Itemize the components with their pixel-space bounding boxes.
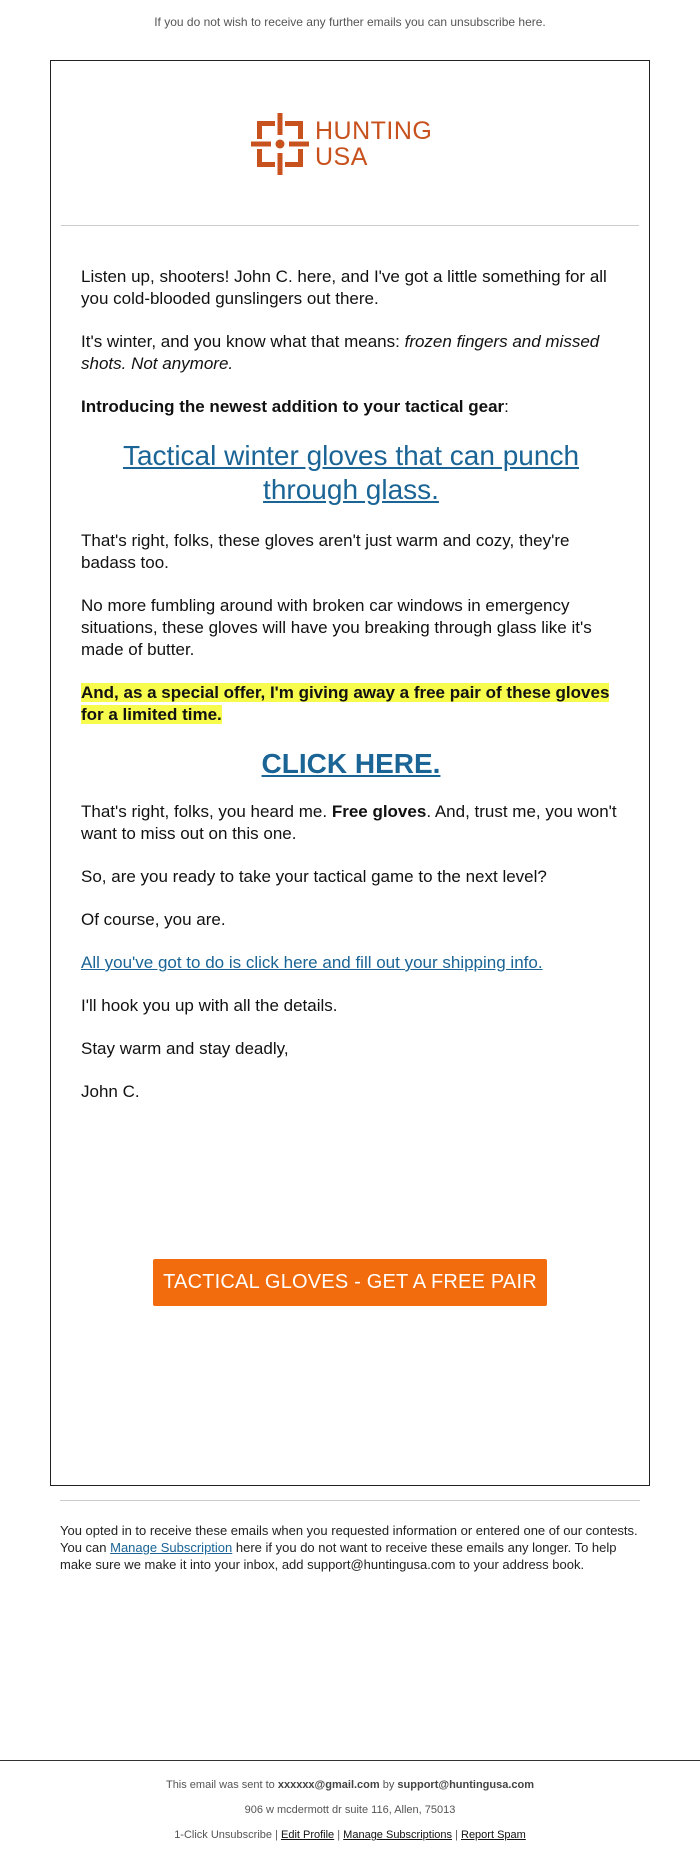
shipping-info-link[interactable]: All you've got to do is click here and fill out your shipping info. [81, 953, 543, 972]
recipient-email: xxxxxx@gmail.com [277, 1779, 380, 1791]
free-gloves-bold: Free gloves [331, 802, 427, 821]
header-divider [61, 225, 639, 226]
badass-paragraph: That's right, folks, these gloves aren't just warm and cozy, they're badass too. [81, 531, 570, 572]
edit-profile-link[interactable]: Edit Profile [280, 1829, 335, 1841]
winter-italic-text: frozen fingers and missed shots. Not anymore. [81, 332, 600, 373]
introducing-colon: : [504, 397, 509, 416]
crosshair-icon [251, 113, 309, 175]
signature: John C. [81, 1082, 140, 1101]
logo-wordmark [315, 118, 432, 170]
free-gloves-text-b: . And, trust me, you won't want to miss out on this one. [81, 802, 617, 843]
optin-notice [60, 1522, 640, 1573]
logo-line-2: USA [315, 143, 368, 171]
winter-text: It's winter, and you know what that means: [81, 332, 405, 351]
report-spam-link[interactable]: Report Spam [461, 1829, 526, 1841]
footer-rule [0, 1760, 700, 1761]
offer-paragraph [81, 682, 621, 726]
introducing-paragraph [81, 396, 621, 418]
of-course-paragraph: Of course, you are. [81, 910, 226, 929]
headline [81, 439, 621, 507]
footer [0, 1778, 700, 1853]
optin-text-a: You opted in to receive these emails when you requested information or entered one of our contests. You can [60, 1523, 638, 1555]
special-offer-highlight: And, as a special offer, I'm giving away a free pair of these gloves for a limited time. [81, 683, 610, 724]
sent-by: by [379, 1779, 398, 1791]
email-body [81, 266, 621, 1124]
sender-email: support@huntingusa.com [397, 1779, 535, 1791]
headline-link[interactable]: Tactical winter gloves that can punch through glass. [122, 440, 580, 505]
introducing-bold-text: Introducing the newest addition to your tactical gear [81, 397, 505, 416]
fumbling-paragraph: No more fumbling around with broken car windows in emergency situations, these gloves will have you breaking through glass like it's made of butter. [81, 596, 592, 659]
intro-paragraph: Listen up, shooters! John C. here, and I've got a little something for all you cold-blooded gunslingers out there. [81, 267, 607, 308]
manage-subscription-link[interactable]: Manage Subscription [110, 1540, 233, 1555]
hunting-usa-logo[interactable] [251, 111, 461, 177]
ready-paragraph: So, are you ready to take your tactical game to the next level? [81, 867, 547, 886]
details-paragraph: I'll hook you up with all the details. [81, 996, 338, 1015]
email-card [50, 60, 650, 1486]
winter-paragraph [81, 331, 621, 375]
sent-to-line [0, 1778, 700, 1792]
postal-address: 906 w mcdermott dr suite 116, Allen, 75013 [244, 1804, 456, 1816]
logo-line-1: HUNTING [315, 117, 433, 145]
unsubscribe-preheader[interactable]: If you do not wish to receive any further emails you can unsubscribe here. [154, 15, 546, 29]
click-here [81, 747, 621, 781]
footer-links [0, 1828, 700, 1842]
optin-divider [60, 1500, 640, 1501]
free-gloves-paragraph [81, 801, 621, 845]
signoff-paragraph: Stay warm and stay deadly, [81, 1039, 289, 1058]
get-free-pair-button[interactable]: TACTICAL GLOVES - GET A FREE PAIR [153, 1259, 547, 1306]
shipping-paragraph [81, 952, 621, 974]
footer-separator: | [334, 1829, 344, 1841]
optin-text-b: here if you do not want to receive these emails any longer. To help make sure we make it into your inbox, add support@huntingusa.com to your address book. [60, 1540, 617, 1572]
manage-subscriptions-link[interactable]: Manage Subscriptions [343, 1829, 453, 1841]
click-here-link[interactable]: CLICK HERE. [261, 748, 441, 779]
footer-separator: | [272, 1829, 281, 1841]
one-click-unsubscribe[interactable]: 1-Click Unsubscribe [174, 1829, 272, 1841]
sent-to-prefix: This email was sent to [165, 1779, 278, 1791]
footer-separator: | [452, 1829, 461, 1841]
free-gloves-text-a: That's right, folks, you heard me. [81, 802, 332, 821]
